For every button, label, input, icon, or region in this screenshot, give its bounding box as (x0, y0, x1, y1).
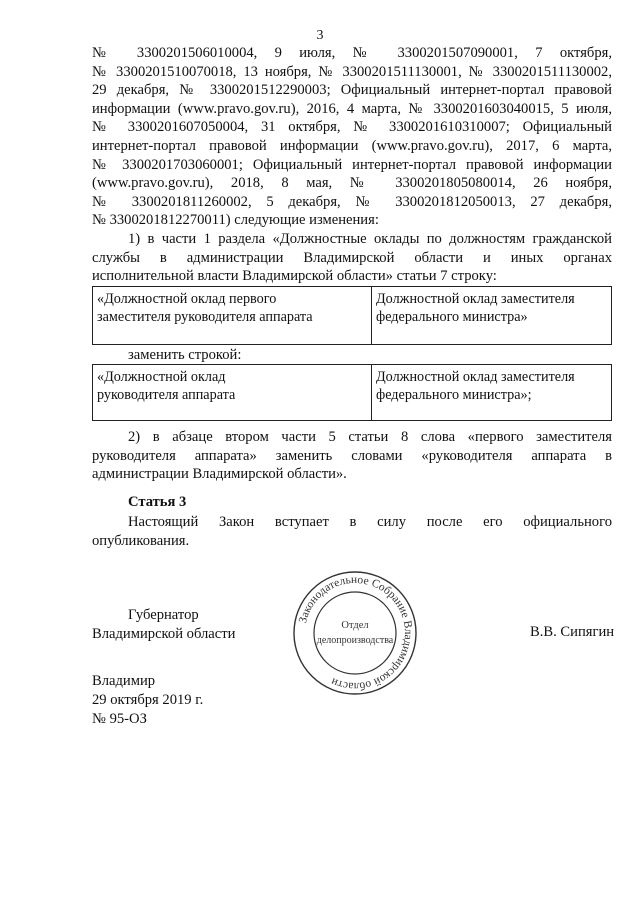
intro-paragraph (92, 44, 612, 230)
page-number: 3 (316, 28, 324, 43)
stamp-ring-textpath: Законодательное Собрание Владимирской области (297, 573, 415, 693)
footer-city: Владимир (92, 673, 156, 689)
stamp-center-line: делопроизводства (316, 635, 394, 646)
signature-title-line: Губернатор (128, 607, 199, 623)
stamp-center-line: Отдел (341, 620, 369, 631)
document-footer (92, 672, 203, 729)
footer-number: № 95-ОЗ (92, 711, 147, 727)
cell-line: Должностной оклад заместителя (376, 291, 575, 307)
footer-date: 29 октября 2019 г. (92, 692, 204, 708)
intro-line: № 3300201812270011) следующие изменения: (92, 212, 379, 229)
item2-paragraph (92, 428, 612, 484)
old-row-right-cell (372, 287, 612, 345)
article-paragraph (92, 513, 612, 550)
replace-text: заменить строкой: (128, 347, 242, 363)
cell-line: федерального министра»; (376, 387, 532, 403)
item2-line: администрации Владимирской области». (92, 466, 347, 483)
signature-title (92, 606, 235, 644)
article-line: Настоящий Закон вступает в силу после его официального (128, 514, 612, 530)
old-row-left-cell (93, 287, 372, 345)
intro-line: № 3300201811260002, 5 декабря, № 3300201812050013, 27 декабря, (92, 193, 612, 210)
cell-line: заместителя руководителя аппарата (97, 309, 313, 325)
signature-title-line: Владимирской области (92, 626, 236, 642)
article-heading: Статья 3 (128, 494, 187, 510)
item2-line: 2) в абзаце втором части 5 статьи 8 слова «первого заместителя (128, 429, 612, 445)
cell-line: «Должностной оклад (97, 369, 226, 385)
cell-line: «Должностной оклад первого (97, 291, 277, 307)
intro-line: 29 декабря, № 3300201512290003; Официальный интернет-портал правовой (92, 82, 612, 99)
cell-line: руководителя аппарата (97, 387, 236, 403)
item1-line: службы в администрации Владимирской области и иных органах (92, 249, 612, 266)
item1-line: 1) в части 1 раздела «Должностные оклады по должностям гражданской (128, 231, 612, 247)
signatory-name: В.В. Сипягин (530, 624, 615, 640)
new-row-table (92, 364, 612, 421)
article-line: опубликования. (92, 532, 190, 549)
intro-line: интернет-портал правовой информации (www.pravo.gov.ru), 2017, 6 марта, (92, 137, 612, 154)
cell-line: федерального министра» (376, 309, 528, 325)
item2-line: руководителя аппарата» заменить словами «руководителя аппарата в (92, 447, 612, 464)
intro-line: № 3300201703060001; Официальный интернет-портал правовой информации (92, 156, 612, 173)
item1-paragraph (92, 230, 612, 286)
cell-line: Должностной оклад заместителя (376, 369, 575, 385)
intro-line: информации (www.pravo.gov.ru), 2016, 4 марта, № 3300201603040015, 5 июля, (92, 100, 612, 117)
official-stamp (292, 570, 418, 696)
intro-line: № 3300201506010004, 9 июля, № 3300201507090001, 7 октября, (92, 45, 612, 61)
new-row-left-cell (93, 365, 372, 421)
new-row-right-cell (372, 365, 612, 421)
intro-line: № 3300201607050004, 31 октября, № 3300201610310007; Официальный (92, 119, 612, 136)
item1-line: исполнительной власти Владимирской области» статьи 7 строку: (92, 268, 497, 285)
old-row-table (92, 286, 612, 345)
intro-line: (www.pravo.gov.ru), 2018, 8 мая, № 3300201805080014, 26 ноября, (92, 175, 612, 192)
intro-line: № 3300201510070018, 13 ноября, № 3300201511130001, № 3300201511130002, (92, 63, 612, 80)
